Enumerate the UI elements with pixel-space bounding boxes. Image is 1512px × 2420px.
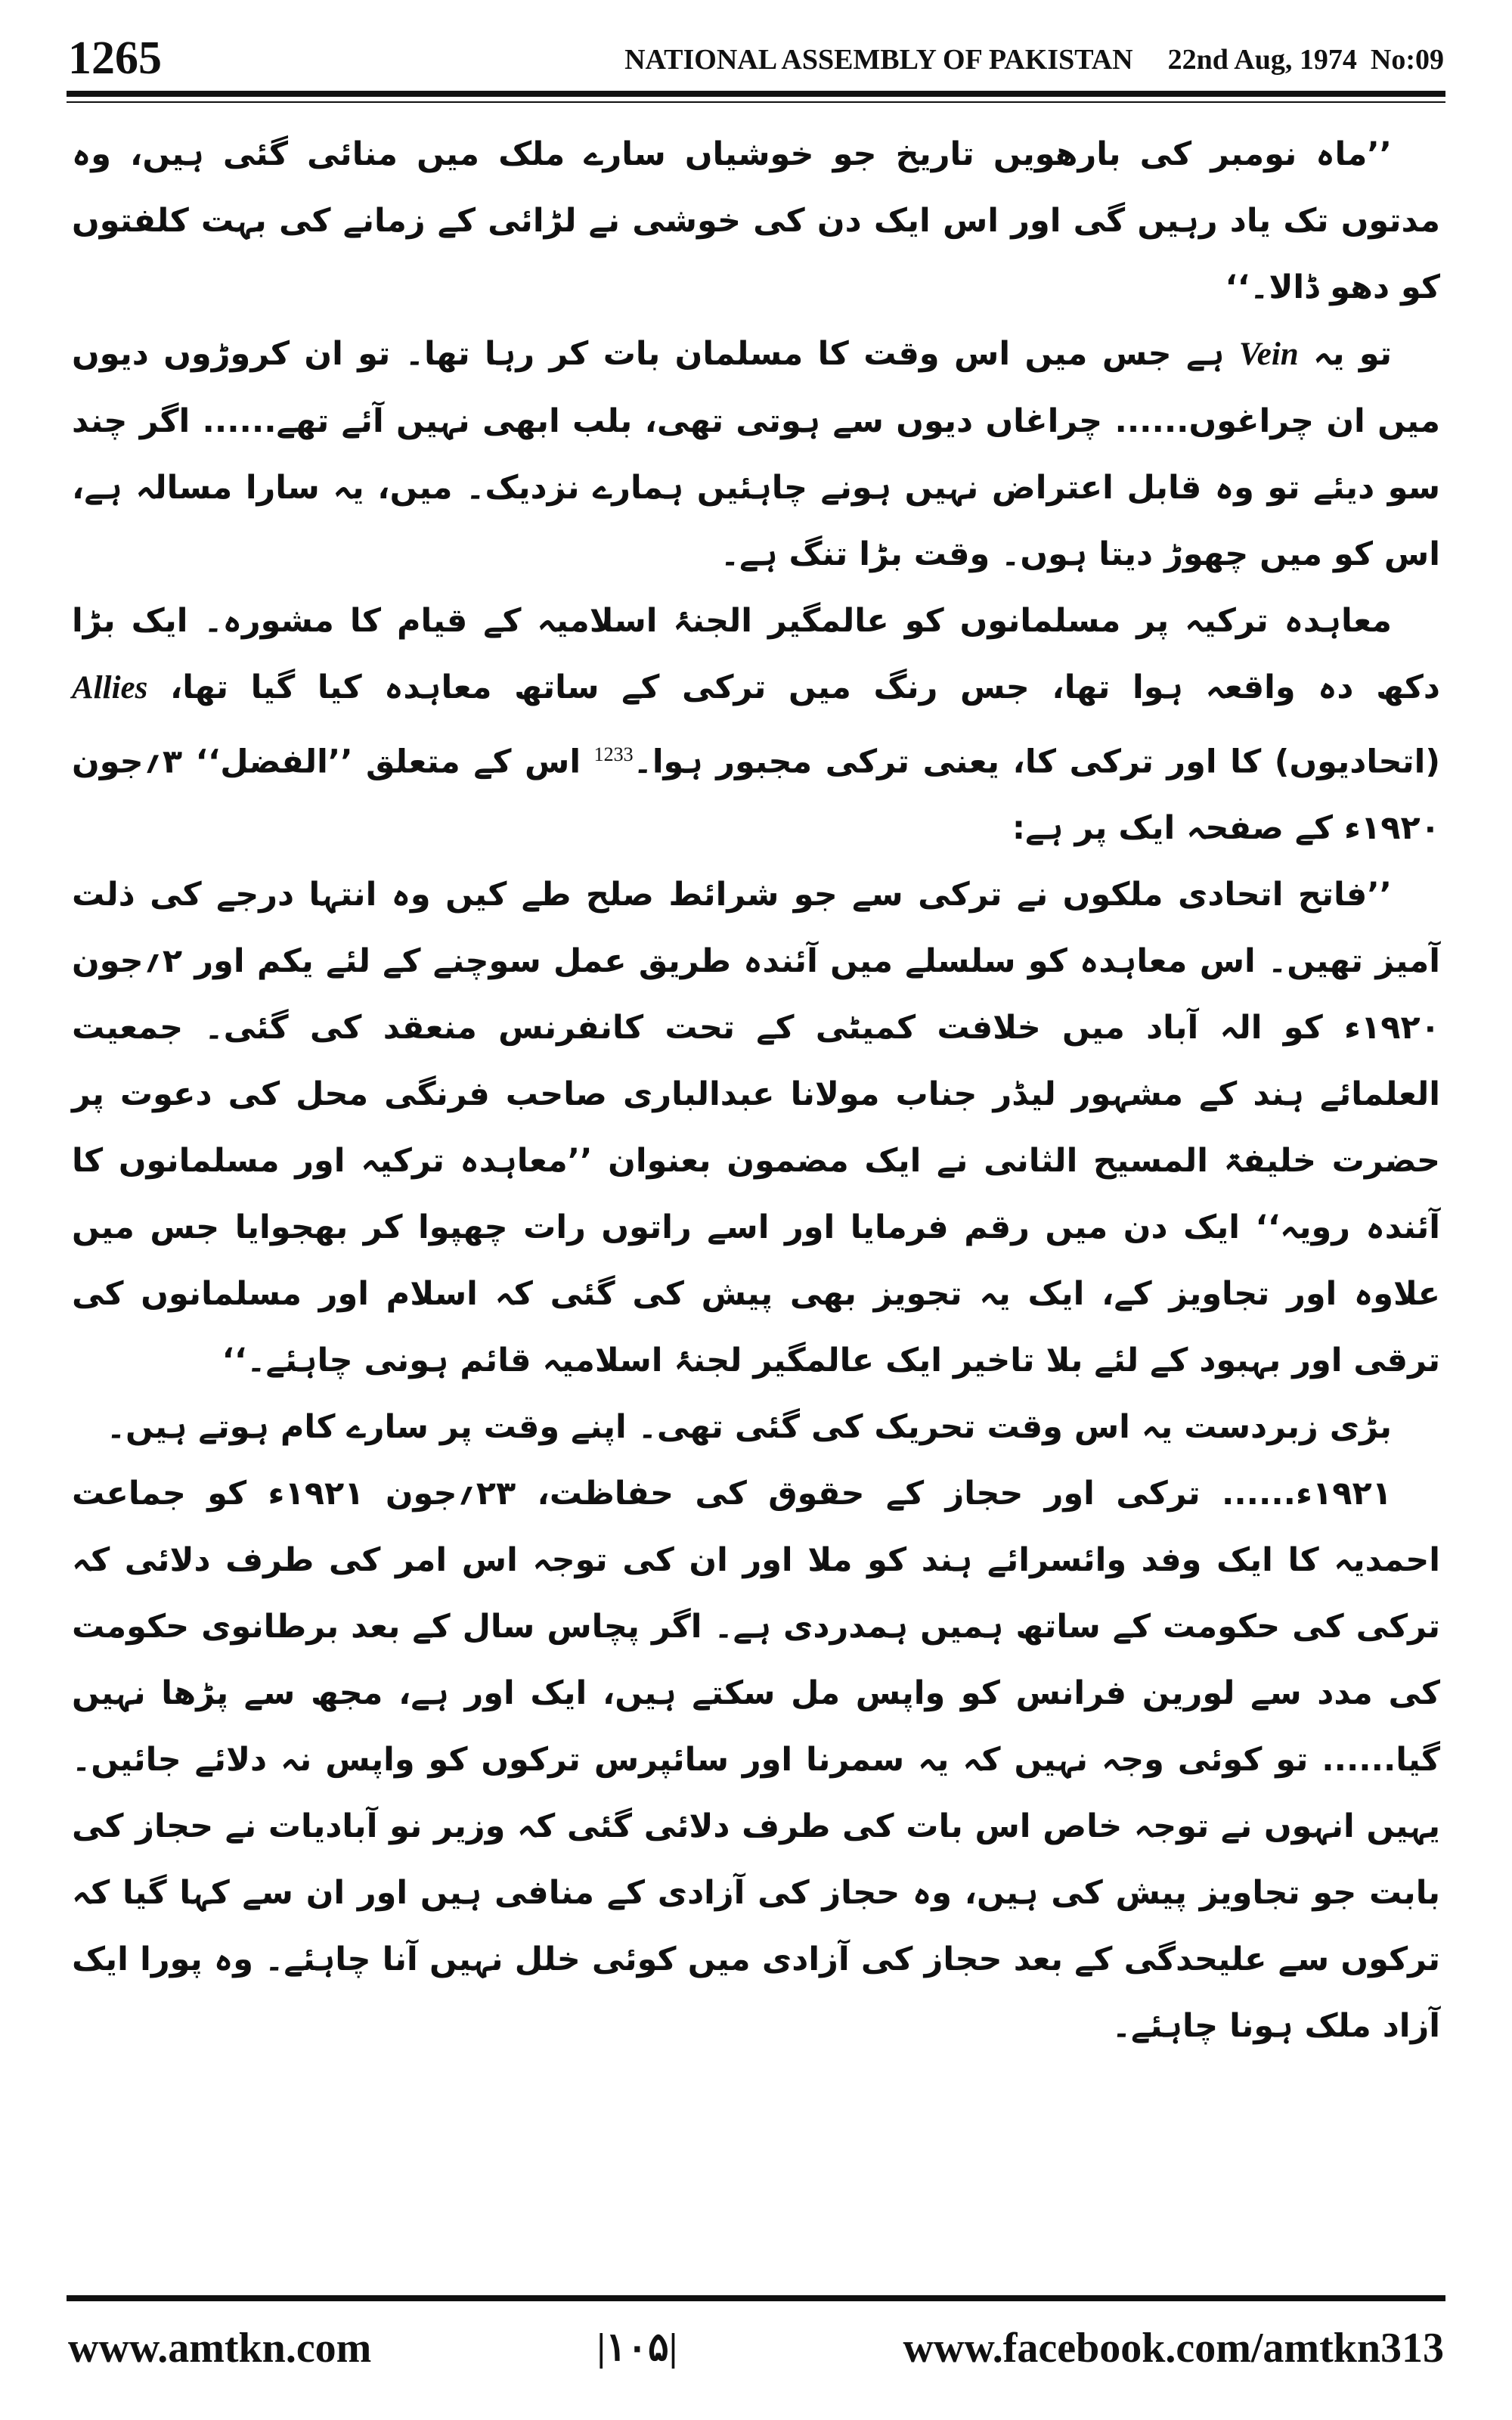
footer-page-marker: |۱۰۵| — [596, 2326, 678, 2369]
page-footer — [68, 2314, 1444, 2382]
paragraph-movement: بڑی زبردست یہ اس وقت تحریک کی گئی تھی۔ اپنے وقت پر سارے کام ہوتے ہیں۔ — [106, 1408, 1392, 1447]
paragraph-treaty-end: اس کے متعلق ’’الفضل‘‘ ۳؍جون ۱۹۲۰ء کے صفحہ ایک پر ہے: — [72, 743, 1440, 848]
footer-facebook-link[interactable]: www.facebook.com/amtkn313 — [903, 2325, 1444, 2372]
quote-paragraph-2: ’’فاتح اتحادی ملکوں نے ترکی سے جو شرائط صلح طے کیں وہ انتہا درجے کی ذلت آمیز تھیں۔ اس معاہدہ کو سلسلے میں آئندہ طریق عمل سوچنے کے لئے یکم اور ۲؍جون ۱۹۲۰ء کو الہ آباد میں خلافت کمیٹی کے تحت کانفرنس منعقد کی گئی۔ جمعیت العلمائے ہند کے مشہور لیڈر جناب مولانا عبدالباری صاحب فرنگی محل کی دعوت پر حضرت خلیفۃ المسیح الثانی نے ایک مضمون بعنوان ’’معاہدہ ترکیہ اور مسلمانوں کا آئندہ رویہ‘‘ ایک دن میں رقم فرمایا اور اسے راتوں رات چھپوا کر بھجوایا جس میں علاوہ اور تجاویز کے، ایک یہ تجویز بھی پیش کی گئی کہ اسلام اور مسلمانوں کی ترقی اور بہبود کے لئے بلا تاخیر ایک عالمگیر لجنۂ اسلامیہ قائم ہونی چاہئے۔‘‘ — [72, 876, 1440, 1380]
paragraph-treaty — [72, 588, 1440, 861]
paragraph-vein-rest: ہے جس میں اس وقت کا مسلمان بات کر رہا تھا۔ تو ان کروڑوں دیوں میں ان چراغوں...... چراغاں دیوں سے ہوتی تھی، بلب ابھی نہیں آئے تھے...... اگر چند سو دیئے تو وہ قابل اعتراض نہیں ہونے چاہئیں ہمارے نزدیک۔ میں، یہ سارا مسالہ ہے، اس کو میں چھوڑ دیتا ہوں۔ وقت بڑا تنگ ہے۔ — [72, 335, 1440, 573]
session-date: 22nd Aug, 1974 — [1167, 44, 1357, 76]
issue-number: No:09 — [1370, 44, 1444, 76]
quote-paragraph-1: ’’ماہ نومبر کی بارھویں تاریخ جو خوشیاں سارے ملک میں منائی گئی ہیں، وہ مدتوں تک یاد رہیں گی اور اس ایک دن کی خوشی نے لڑائی کے زمانے کی بہت کلفتوں کو دھو ڈالا۔‘‘ — [72, 135, 1440, 306]
header-rule — [67, 91, 1445, 97]
latin-term-allies: Allies — [72, 670, 148, 706]
footnote-marker: 1233 — [593, 743, 634, 765]
latin-term-vein: Vein — [1238, 337, 1299, 372]
publication-title: NATIONAL ASSEMBLY OF PAKISTAN — [624, 44, 1133, 76]
page-header — [68, 32, 1444, 85]
header-rule-thin — [67, 101, 1445, 103]
paragraph-1921: ۱۹۲۱ء...... ترکی اور حجاز کے حقوق کی حفاظت، ۲۳؍جون ۱۹۲۱ء کو جماعت احمدیہ کا ایک وفد وائسرائے ہند کو ملا اور ان کی توجہ اس امر کی طرف دلائی کہ ترکی کی حکومت کے ساتھ ہمیں ہمدردی ہے۔ اگر پچاس سال کے بعد برطانوی حکومت کی مدد سے لورین فرانس کو واپس مل سکتے ہیں، ایک اور ہے، مجھ سے پڑھا نہیں گیا...... تو کوئی وجہ نہیں کہ یہ سمرنا اور سائپرس ترکوں کو واپس نہ دلائے جائیں۔ یہیں انہوں نے توجہ خاص اس بات کی طرف دلائی گئی کہ وزیر نو آبادیات نے حجاز کی بابت جو تجاویز پیش کی ہیں، وہ حجاز کی آزادی کے منافی ہیں اور ان سے کہا گیا کہ ترکوں سے علیحدگی کے بعد حجاز کی آزادی میں کوئی خلل نہیں آنا چاہئے۔ وہ پورا ایک آزاد ملک ہونا چاہئے۔ — [72, 1475, 1440, 2046]
page-body — [72, 121, 1440, 2276]
page-number: 1265 — [68, 33, 162, 84]
footer-rule — [67, 2295, 1445, 2301]
footer-website-link[interactable]: www.amtkn.com — [68, 2325, 372, 2372]
running-head — [590, 41, 1444, 79]
paragraph-vein — [72, 321, 1440, 588]
paragraph-treaty-start: معاہدہ ترکیہ پر مسلمانوں کو عالمگیر الجنۂ اسلامیہ کے قیام کا مشورہ۔ ایک بڑا دکھ دہ واقعہ ہوا تھا، جس رنگ میں ترکی کے ساتھ معاہدہ کیا گیا تھا، — [72, 602, 1440, 706]
paragraph-vein-start: تو یہ — [1313, 335, 1392, 373]
paragraph-treaty-mid: (اتحادیوں) کا اور ترکی کا، یعنی ترکی مجبور ہوا۔ — [633, 743, 1440, 781]
